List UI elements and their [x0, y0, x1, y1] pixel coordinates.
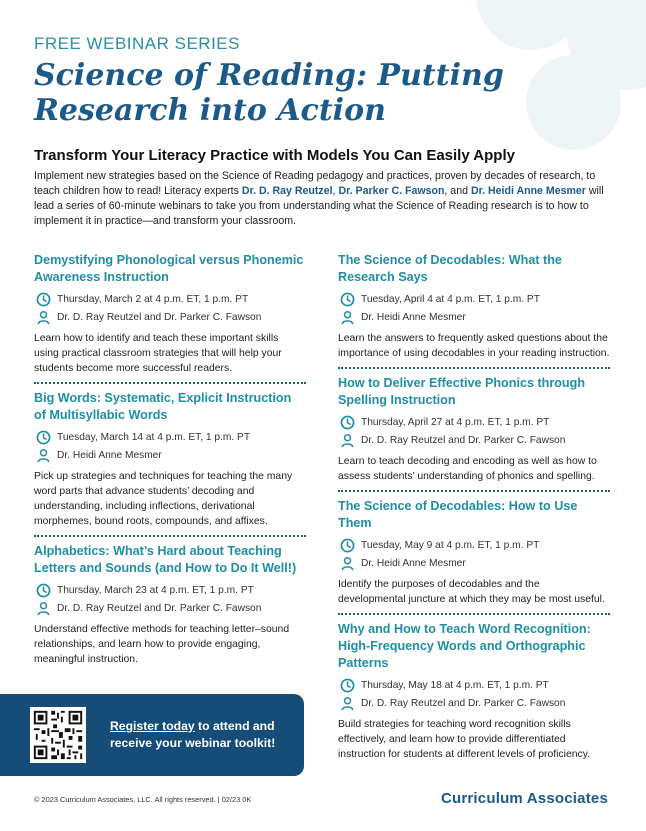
webinar-presenters: [36, 600, 306, 616]
datetime-text: Thursday, May 18 at 4 p.m. ET, 1 p.m. PT: [361, 679, 549, 691]
register-link[interactable]: Register today: [110, 719, 195, 733]
webinar-card: [338, 613, 610, 768]
webinar-title: Alphabetics: What’s Hard about Teaching Letters and Sounds (and How to Do It Well!): [34, 544, 297, 575]
datetime-text: Tuesday, May 9 at 4 p.m. ET, 1 p.m. PT: [361, 539, 540, 551]
presenters-text: Dr. D. Ray Reutzel and Dr. Parker C. Fawson: [57, 311, 262, 323]
register-text: Register today to attend and receive your webinar toolkit!: [110, 719, 276, 750]
datetime-text: Tuesday, March 14 at 4 p.m. ET, 1 p.m. PT: [57, 431, 251, 443]
expert-name: Dr. Parker C. Fawson: [338, 185, 445, 197]
webinar-description: Learn how to identify and teach these important skills using practical classroom strategies that will help your students become more successful readers.: [34, 333, 282, 374]
webinar-presenters: [340, 432, 610, 448]
webinar-description: Learn the answers to frequently asked questions about the importance of using decodables in your reading instruction.: [338, 333, 610, 359]
webinar-card: [34, 252, 306, 382]
person-icon: [340, 433, 355, 448]
page-subtitle: Transform Your Literacy Practice with Models You Can Easily Apply: [34, 147, 515, 164]
clock-icon: [340, 292, 355, 307]
webinar-title: How to Deliver Effective Phonics through Spelling Instruction: [338, 376, 586, 407]
webinar-title: The Science of Decodables: How to Use Them: [338, 499, 578, 530]
webinar-presenters: [340, 309, 610, 325]
webinar-title: Big Words: Systematic, Explicit Instruction of Multisyllabic Words: [34, 391, 292, 422]
presenters-text: Dr. D. Ray Reutzel and Dr. Parker C. Fawson: [361, 697, 566, 709]
webinar-column-left: [34, 252, 306, 673]
presenters-text: Dr. D. Ray Reutzel and Dr. Parker C. Fawson: [361, 434, 566, 446]
webinar-card: [338, 490, 610, 613]
person-icon: [36, 601, 51, 616]
register-banner[interactable]: [0, 694, 304, 776]
clock-icon: [36, 292, 51, 307]
webinar-description: Pick up strategies and techniques for teaching the many word parts that advance students’ decoding and understanding, including inflections, derivational morphemes, bound roots, compounds, and affixes.: [34, 471, 293, 527]
datetime-text: Thursday, April 27 at 4 p.m. ET, 1 p.m. PT: [361, 416, 550, 428]
webinar-title: Why and How to Teach Word Recognition: High-Frequency Words and Orthographic Patterns: [338, 622, 591, 670]
webinar-presenters: [36, 309, 306, 325]
clock-icon: [36, 583, 51, 598]
webinar-datetime: [340, 537, 610, 553]
webinar-description: Understand effective methods for teaching letter–sound relationships, and learn how to provide engaging, meaningful instruction.: [34, 624, 290, 665]
clock-icon: [340, 538, 355, 553]
person-icon: [340, 696, 355, 711]
series-label: FREE WEBINAR SERIES: [34, 34, 240, 53]
person-icon: [36, 310, 51, 325]
datetime-text: Thursday, March 23 at 4 p.m. ET, 1 p.m. PT: [57, 584, 254, 596]
webinar-presenters: [36, 447, 306, 463]
presenters-text: Dr. D. Ray Reutzel and Dr. Parker C. Fawson: [57, 602, 262, 614]
datetime-text: Thursday, March 2 at 4 p.m. ET, 1 p.m. PT: [57, 293, 249, 305]
webinar-description: Learn to teach decoding and encoding as well as how to assess students’ understanding of phonics and spelling.: [338, 456, 597, 482]
copyright-footer: © 2023 Curriculum Associates, LLC. All rights reserved. | 02/23 0K: [34, 795, 252, 804]
clock-icon: [36, 430, 51, 445]
presenters-text: Dr. Heidi Anne Mesmer: [57, 449, 162, 461]
clock-icon: [340, 415, 355, 430]
webinar-datetime: [340, 414, 610, 430]
webinar-card: [34, 382, 306, 535]
webinar-datetime: [36, 429, 306, 445]
webinar-datetime: [36, 291, 306, 307]
webinar-description: Identify the purposes of decodables and the developmental juncture at which they may be most useful.: [338, 579, 605, 605]
webinar-presenters: [340, 695, 610, 711]
presenters-text: Dr. Heidi Anne Mesmer: [361, 311, 466, 323]
webinar-datetime: [340, 291, 610, 307]
person-icon: [340, 556, 355, 571]
webinar-column-right: [338, 252, 610, 768]
person-icon: [340, 310, 355, 325]
presenters-text: Dr. Heidi Anne Mesmer: [361, 557, 466, 569]
webinar-card: [338, 367, 610, 490]
webinar-title: Demystifying Phonological versus Phonemic Awareness Instruction: [34, 253, 304, 284]
expert-name: Dr. D. Ray Reutzel: [241, 185, 333, 197]
webinar-card: [338, 252, 610, 367]
webinar-presenters: [340, 555, 610, 571]
datetime-text: Tuesday, April 4 at 4 p.m. ET, 1 p.m. PT: [361, 293, 540, 305]
webinar-datetime: [36, 582, 306, 598]
intro-paragraph: Implement new strategies based on the Science of Reading pedagogy and practices, proven by decades of research, to teach children how to read! Literacy experts Dr. D. Ray Reutzel, Dr. Parker C. Fawson, and Dr. Heidi Anne Mesmer will lead a series of 60-minute webinars to take you from understanding what the Science of Reading research is to how to implement it in practice—and transform your classroom.: [34, 170, 604, 227]
page-title: Science of Reading: Putting Research into Action: [34, 58, 504, 128]
qr-code-graphic: [30, 707, 86, 763]
qr-code[interactable]: [30, 707, 86, 763]
webinar-card: [34, 535, 306, 673]
clock-icon: [340, 678, 355, 693]
brand-logo: Curriculum Associates: [440, 790, 608, 807]
webinar-datetime: [340, 677, 610, 693]
webinar-description: Build strategies for teaching word recognition skills effectively, and learn how to provide differentiated instruction for students at different levels of proficiency.: [338, 719, 591, 760]
person-icon: [36, 448, 51, 463]
webinar-title: The Science of Decodables: What the Research Says: [338, 253, 562, 284]
expert-name: Dr. Heidi Anne Mesmer: [470, 185, 586, 197]
